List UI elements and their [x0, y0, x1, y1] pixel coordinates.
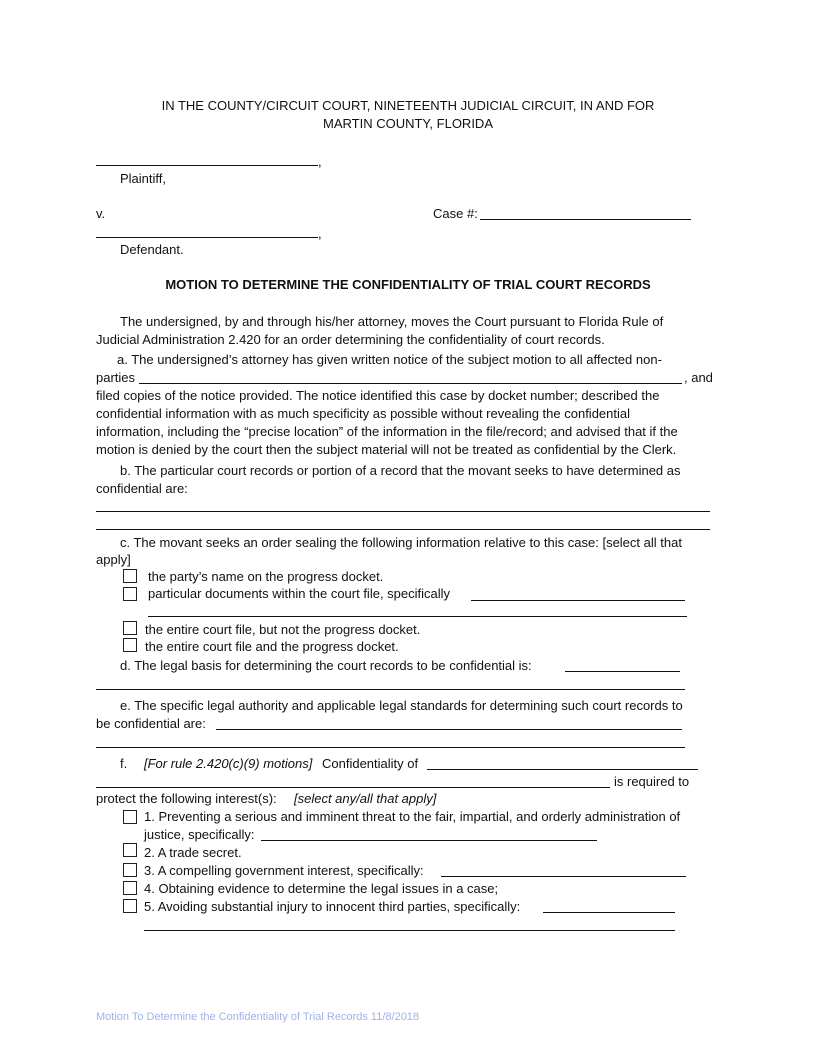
para-a-line4: confidential information with as much specificity as possible without revealing the confidential [96, 406, 631, 421]
records-blank-line1[interactable] [96, 511, 710, 512]
para-a-line5: information, including the “precise location” of the information in the file/record; and advised that if the [96, 424, 678, 439]
interest-1-line[interactable] [261, 840, 597, 841]
court-header-line1: IN THE COUNTY/CIRCUIT COURT, NINETEENTH JUDICIAL CIRCUIT, IN AND FOR [161, 98, 655, 113]
para-e-line2: be confidential are: [96, 716, 206, 731]
para-f-required: is required to [614, 774, 690, 789]
confidentiality-of-line2[interactable] [96, 787, 610, 788]
para-b-line2: confidential are: [96, 481, 188, 496]
option-entire-file-docket-label: the entire court file and the progress docket. [145, 639, 399, 654]
para-e-line1: e. The specific legal authority and applicable legal standards for determining such court records to [120, 698, 683, 713]
interest-5-label: 5. Avoiding substantial injury to innocent third parties, specifically: [144, 899, 521, 914]
option-party-name-label: the party’s name on the progress docket. [148, 569, 384, 584]
para-b-line1: b. The particular court records or portion of a record that the movant seeks to have determined as [120, 463, 681, 478]
page-footer: Motion To Determine the Confidentiality of Trial Records 11/8/2018 [96, 1011, 420, 1023]
para-f-protect: protect the following interest(s): [96, 791, 277, 806]
option-particular-documents-label: particular documents within the court file, specifically [148, 586, 451, 601]
option-particular-documents-checkbox[interactable] [123, 587, 137, 601]
intro-line2: Judicial Administration 2.420 for an order determining the confidentiality of court records. [96, 332, 605, 347]
para-f-label: f. [120, 756, 128, 771]
plaintiff-comma: , [318, 154, 322, 169]
case-number-label: Case #: [433, 206, 478, 221]
interest-5-line1[interactable] [543, 912, 675, 913]
defendant-comma: , [318, 226, 322, 241]
court-header-line2: MARTIN COUNTY, FLORIDA [323, 116, 493, 131]
particular-documents-line2[interactable] [148, 616, 687, 617]
versus-label: v. [96, 206, 106, 221]
interest-1-continued: justice, specifically: [144, 827, 255, 842]
case-number-line[interactable] [480, 219, 691, 220]
option-entire-file-label: the entire court file, but not the progress docket. [145, 622, 421, 637]
defendant-name-line[interactable] [96, 237, 318, 238]
para-a-parties: parties [96, 370, 136, 385]
option-party-name-checkbox[interactable] [123, 569, 137, 583]
interest-3-label: 3. A compelling government interest, specifically: [144, 863, 424, 878]
para-a-line3: filed copies of the notice provided. The notice identified this case by docket number; described the [96, 388, 660, 403]
plaintiff-label: Plaintiff, [120, 171, 167, 186]
legal-basis-line2[interactable] [96, 689, 685, 690]
interest-1-label: 1. Preventing a serious and imminent threat to the fair, impartial, and orderly administration of [144, 809, 681, 824]
records-blank-line2[interactable] [96, 529, 710, 530]
intro-line1: The undersigned, by and through his/her attorney, moves the Court pursuant to Florida Rule of [120, 314, 664, 329]
plaintiff-name-line[interactable] [96, 165, 318, 166]
legal-authority-line2[interactable] [96, 747, 685, 748]
particular-documents-line[interactable] [471, 600, 685, 601]
para-a-and: , and [684, 370, 713, 385]
option-entire-file-checkbox[interactable] [123, 621, 137, 635]
option-entire-file-docket-checkbox[interactable] [123, 638, 137, 652]
interest-3-line[interactable] [441, 876, 686, 877]
para-a-line1: a. The undersigned’s attorney has given written notice of the subject motion to all affected non- [117, 352, 662, 367]
para-a-line6: motion is denied by the court then the subject material will not be treated as confidential by the Clerk. [96, 442, 677, 457]
defendant-label: Defendant. [120, 242, 184, 257]
para-c-line1: c. The movant seeks an order sealing the following information relative to this case: [select all that [120, 535, 682, 550]
legal-authority-line1[interactable] [216, 729, 682, 730]
interest-2-label: 2. A trade secret. [144, 845, 242, 860]
motion-title: MOTION TO DETERMINE THE CONFIDENTIALITY OF TRIAL COURT RECORDS [165, 277, 651, 292]
confidentiality-of-line1[interactable] [427, 769, 698, 770]
interest-5-line2[interactable] [144, 930, 675, 931]
affected-parties-line[interactable] [139, 383, 682, 384]
para-f-select-note: [select any/all that apply] [294, 791, 437, 806]
interest-4-checkbox[interactable] [123, 881, 137, 895]
interest-5-checkbox[interactable] [123, 899, 137, 913]
para-f-rule-note: [For rule 2.420(c)(9) motions] [144, 756, 313, 771]
interest-2-checkbox[interactable] [123, 843, 137, 857]
interest-4-label: 4. Obtaining evidence to determine the legal issues in a case; [144, 881, 499, 896]
para-d-line1: d. The legal basis for determining the court records to be confidential is: [120, 658, 532, 673]
interest-1-checkbox[interactable] [123, 810, 137, 824]
para-f-confidentiality-of: Confidentiality of [322, 756, 419, 771]
para-c-line2: apply] [96, 552, 131, 567]
interest-3-checkbox[interactable] [123, 863, 137, 877]
legal-basis-line1[interactable] [565, 671, 680, 672]
